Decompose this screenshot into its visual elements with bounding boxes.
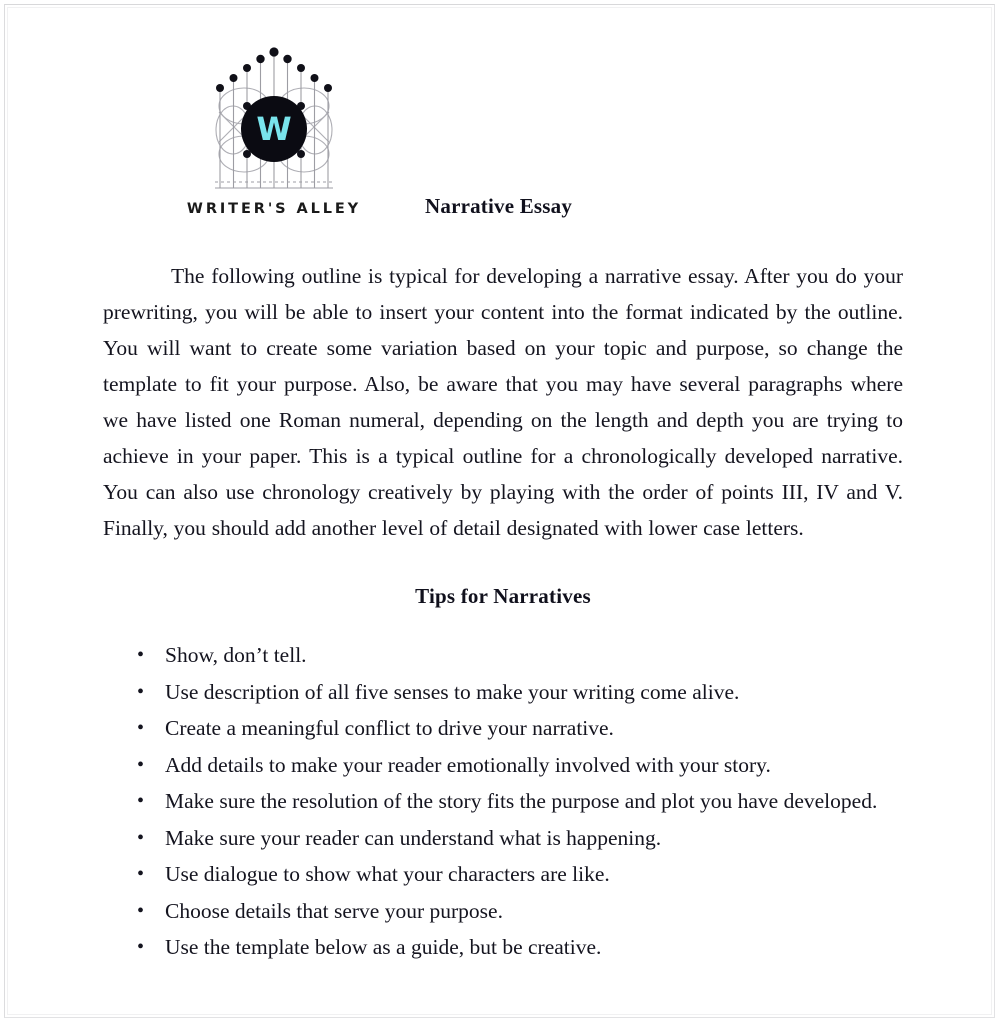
bullet-icon: •	[137, 717, 145, 739]
writers-alley-gate-logo-icon	[203, 30, 345, 198]
brand-wordmark: WRITER'S ALLEY	[186, 201, 362, 217]
bullet-icon: •	[137, 753, 145, 776]
list-item-label: Create a meaningful conflict to drive your narrative.	[165, 716, 614, 740]
list-item	[103, 820, 903, 857]
list-item	[103, 674, 903, 711]
document-header	[0, 0, 999, 240]
page-title: Narrative Essay	[425, 194, 573, 218]
bullet-icon: •	[137, 790, 145, 812]
bullet-icon: •	[137, 863, 145, 885]
list-item-label: Show, don’t tell.	[165, 643, 307, 667]
bullet-icon: •	[137, 899, 145, 922]
list-item	[103, 783, 903, 820]
intro-paragraph: The following outline is typical for developing a narrative essay. After you do your prewriting, you will be able to insert your content into the format indicated by the outline. You will want to create some variation based on your topic and purpose, so change the template to fit your purpose. Also, be aware that you may have several paragraphs where we have listed one Roman numeral, depending on the length and depth you are trying to achieve in your paper. This is a typical outline for a chronologically developed narrative. You can also use chronology creatively by playing with the order of points III, IV and V. Finally, you should add another level of detail designated with lower case letters.	[103, 264, 903, 540]
bullet-icon: •	[137, 680, 145, 703]
tips-list	[103, 637, 903, 966]
bullet-icon: •	[137, 936, 145, 958]
list-item	[103, 929, 903, 966]
list-item	[103, 893, 903, 930]
list-item	[103, 747, 903, 784]
document-body	[103, 258, 903, 966]
logo-monogram-w: W	[256, 110, 292, 148]
list-item-label: Make sure your reader can understand what is happening.	[165, 825, 662, 850]
list-item-label: Choose details that serve your purpose.	[165, 898, 503, 923]
list-item-label: Use dialogue to show what your characters are like.	[165, 862, 610, 886]
bullet-icon: •	[137, 644, 145, 666]
list-item-label: Add details to make your reader emotionally involved with your story.	[165, 752, 771, 777]
list-item	[103, 637, 903, 674]
list-item	[103, 856, 903, 893]
list-item-label: Use description of all five senses to make your writing come alive.	[165, 679, 740, 704]
bullet-icon: •	[137, 826, 145, 849]
list-item-label: Make sure the resolution of the story fits the purpose and plot you have developed.	[165, 789, 878, 813]
list-item-label: Use the template below as a guide, but be creative.	[165, 935, 602, 959]
tips-section-heading: Tips for Narratives	[415, 584, 591, 608]
list-item	[103, 710, 903, 747]
brand-block	[186, 30, 362, 217]
